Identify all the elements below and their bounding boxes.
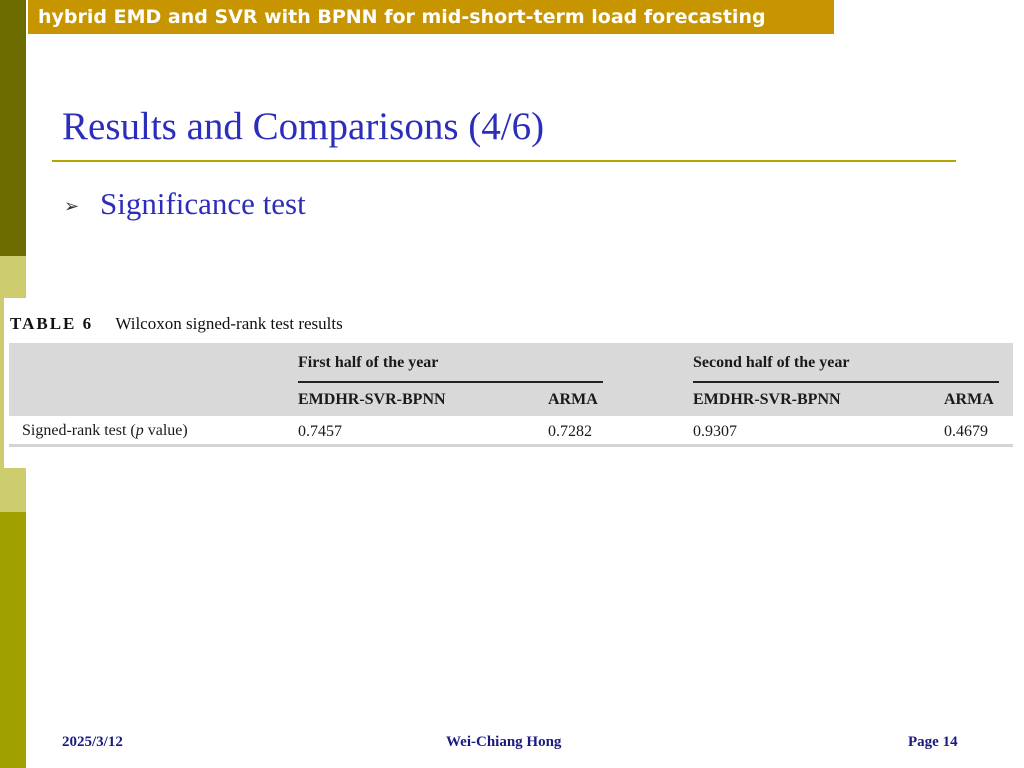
table-cell: 0.4679 [944,423,988,440]
sidebar-stripe-top [0,0,26,256]
column-header: EMDHR-SVR-BPNN [298,391,446,408]
table-header-background [9,343,1013,416]
header-title: hybrid EMD and SVR with BPNN for mid-short-term load forecasting [38,6,766,28]
row-label-suffix: value) [143,422,188,439]
footer-author: Wei-Chiang Hong [446,734,562,750]
title-underline [52,160,956,162]
column-header: ARMA [548,391,598,408]
table-cell: 0.9307 [693,423,737,440]
row-label-prefix: Signed-rank test ( [22,422,136,439]
arrow-bullet-icon: ➢ [64,196,80,216]
group-header-first-half: First half of the year [298,354,439,371]
bullet-text: Significance test [100,186,306,221]
table-bottom-rule [9,444,1013,447]
row-label-italic: p [135,422,144,439]
footer-page-number: Page 14 [908,734,958,750]
results-table [9,343,1013,447]
column-header: ARMA [944,391,994,408]
table-caption-text: Wilcoxon signed-rank test results [115,314,343,333]
column-header: EMDHR-SVR-BPNN [693,391,841,408]
footer-date: 2025/3/12 [62,734,123,750]
table-label: TABLE 6 [10,314,94,333]
group-header-second-half: Second half of the year [693,354,850,371]
header-bar [28,0,834,34]
slide-title: Results and Comparisons (4/6) [62,105,545,148]
table-cell: 0.7282 [548,423,592,440]
table-caption [10,314,343,334]
sidebar-stripe-bottom [0,512,26,768]
row-label [22,422,188,440]
table-cell: 0.7457 [298,423,342,440]
group-rule-first-half [298,381,603,383]
group-rule-second-half [693,381,999,383]
